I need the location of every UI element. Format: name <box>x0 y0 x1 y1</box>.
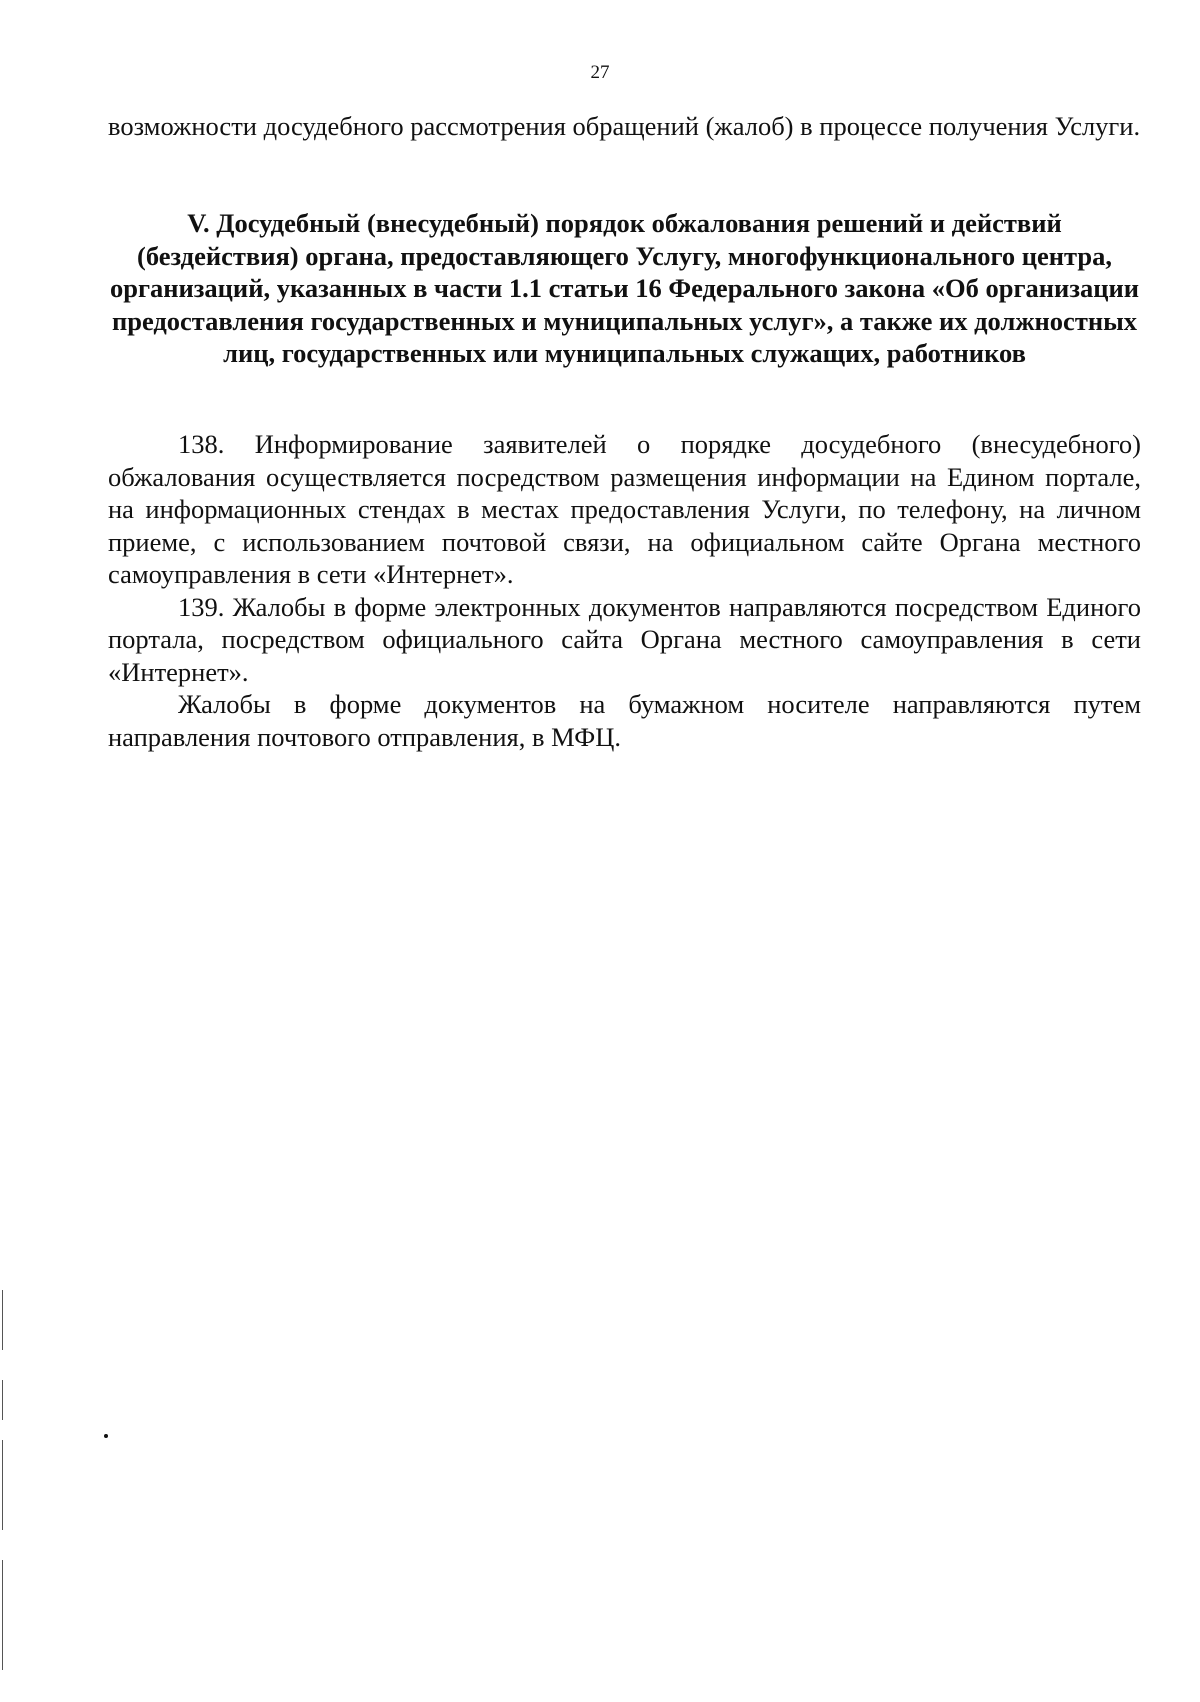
section-heading: V. Досудебный (внесудебный) порядок обжалования решений и действий (бездействия) органа, предоставляющего Услугу, многофункционального центра, организаций, указанных в части 1.1 статьи 16 Федерального закона «Об организации предоставления государственных и муниципальных услуг», а также их должностных лиц, государственных или муниципальных служащих, работников <box>109 208 1140 368</box>
scan-edge-artifact <box>2 1380 3 1420</box>
scan-edge-artifact <box>2 1440 3 1530</box>
paragraph-139: 139. Жалобы в форме электронных документов направляются посредством Единого портала, посредством официального сайта Органа местного самоуправления в сети «Интернет». <box>108 591 1141 687</box>
paragraph-138: 138. Информирование заявителей о порядке досудебного (внесудебного) обжалования осуществляется посредством размещения информации на Едином портале, на информационных стендах в местах предоставления Услуги, по телефону, на личном приеме, с использованием почтовой связи, на официальном сайте Органа местного самоуправления в сети «Интернет». <box>108 429 1141 589</box>
scan-edge-artifact <box>2 1290 3 1350</box>
scan-dot-artifact <box>104 1434 108 1438</box>
page-number: 27 <box>590 62 610 83</box>
continuation-paragraph: возможности досудебного рассмотрения обращений (жалоб) в процессе получения Услуги. <box>108 111 1141 141</box>
paragraph-139-continued: Жалобы в форме документов на бумажном носителе направляются путем направления почтового отправления, в МФЦ. <box>108 689 1141 752</box>
continuation-block <box>108 110 1141 143</box>
section-body <box>108 428 1141 753</box>
scan-edge-artifact <box>2 1560 3 1670</box>
